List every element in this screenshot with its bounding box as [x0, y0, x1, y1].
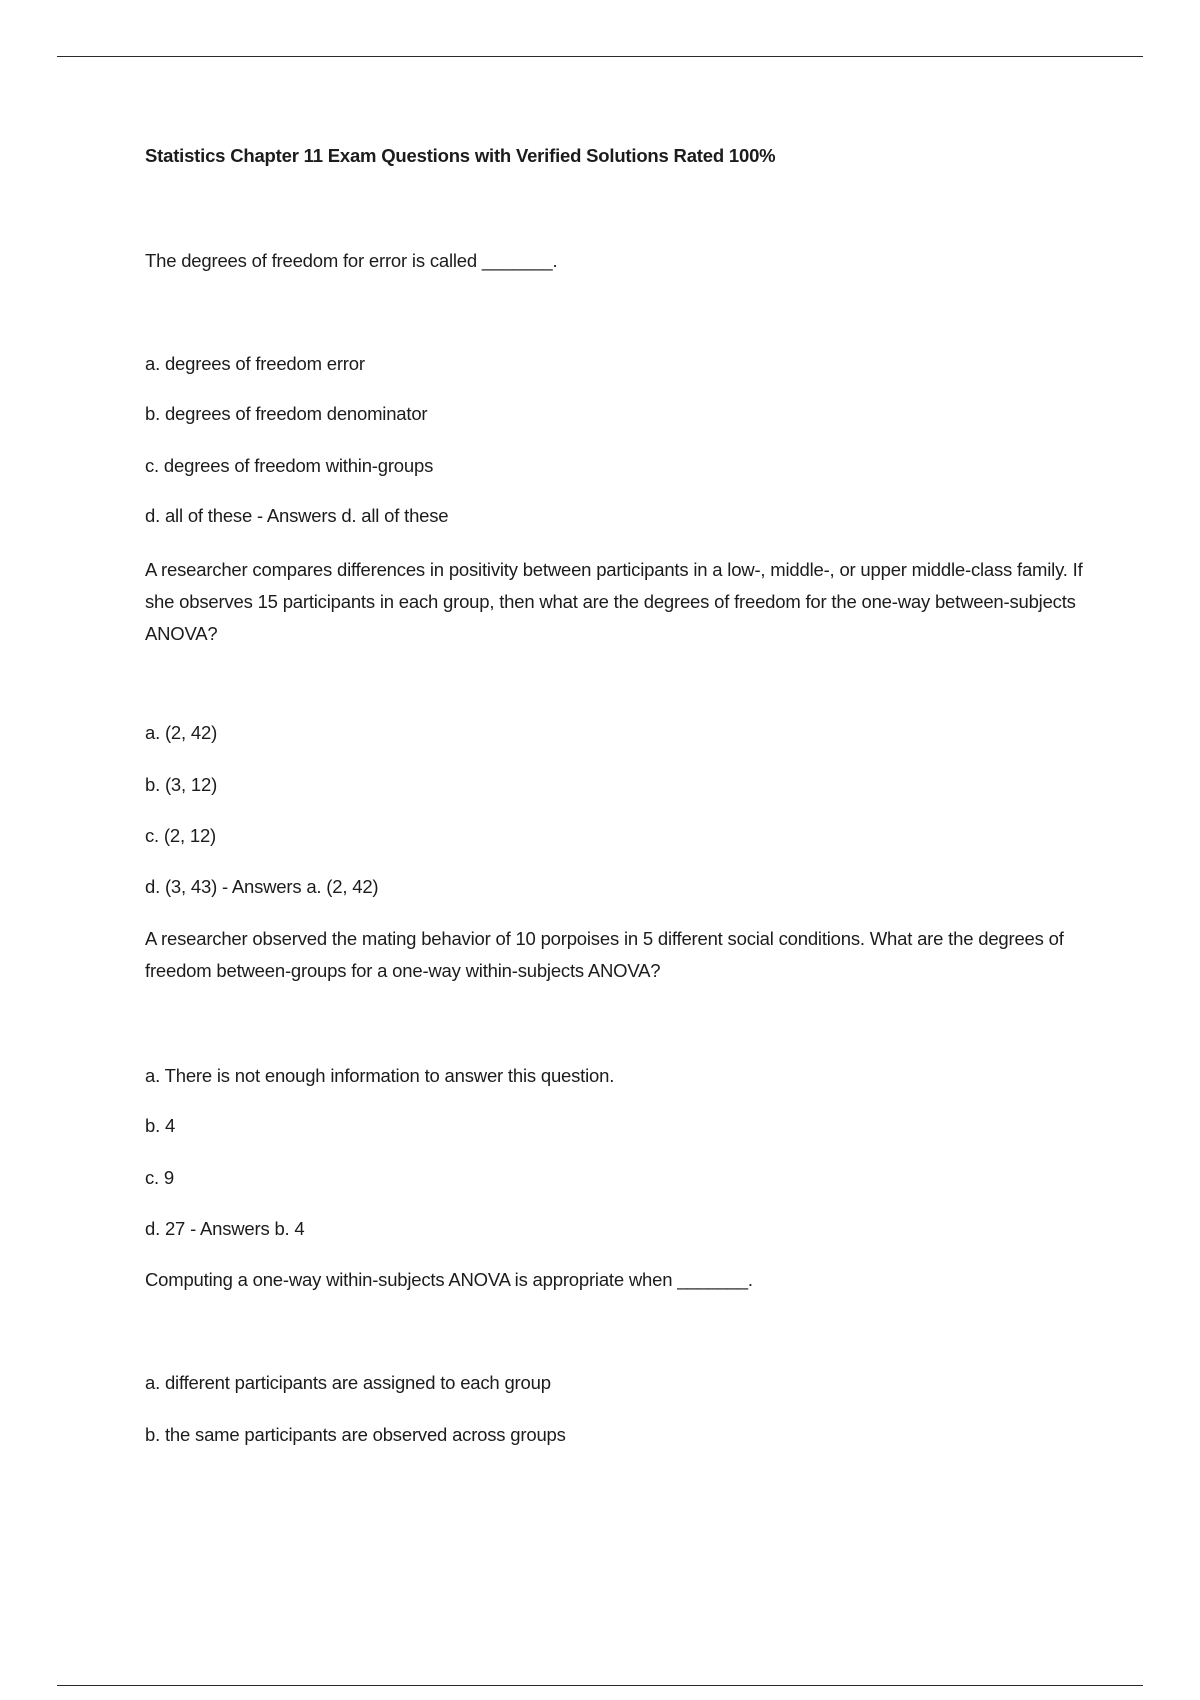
question-2-option-a: a. (2, 42) [145, 722, 218, 743]
question-1-option-b: b. degrees of freedom denominator [145, 403, 428, 424]
question-1-option-a: a. degrees of freedom error [145, 353, 365, 374]
question-1-option-c: c. degrees of freedom within-groups [145, 455, 434, 476]
question-1-prompt: The degrees of freedom for error is called _______. [145, 250, 558, 271]
question-1-option-d: d. all of these - Answers d. all of these [145, 505, 449, 526]
footer-rule [57, 1685, 1143, 1686]
question-4-option-a: a. different participants are assigned to each group [145, 1372, 551, 1393]
question-2-option-b: b. (3, 12) [145, 774, 218, 795]
question-3-option-d: d. 27 - Answers b. 4 [145, 1218, 305, 1239]
question-2-option-c: c. (2, 12) [145, 825, 216, 846]
document-title: Statistics Chapter 11 Exam Questions with Verified Solutions Rated 100% [145, 145, 776, 166]
question-4-option-b: b. the same participants are observed across groups [145, 1424, 566, 1445]
question-2-option-d: d. (3, 43) - Answers a. (2, 42) [145, 876, 379, 897]
question-2-prompt: A researcher compares differences in positivity between participants in a low-, middle-, or upper middle-class family. If she observes 15 participants in each group, then what are the degrees of freedom for the one-way between-subjects ANOVA? [145, 559, 1083, 644]
question-3-prompt: A researcher observed the mating behavior of 10 porpoises in 5 different social conditions. What are the degrees of freedom between-groups for a one-way within-subjects ANOVA? [145, 928, 1064, 981]
question-3-option-a: a. There is not enough information to answer this question. [145, 1065, 615, 1086]
header-rule [57, 56, 1143, 57]
question-4-prompt: Computing a one-way within-subjects ANOVA is appropriate when _______. [145, 1269, 753, 1290]
question-3-option-c: c. 9 [145, 1167, 175, 1188]
question-3-option-b: b. 4 [145, 1115, 176, 1136]
